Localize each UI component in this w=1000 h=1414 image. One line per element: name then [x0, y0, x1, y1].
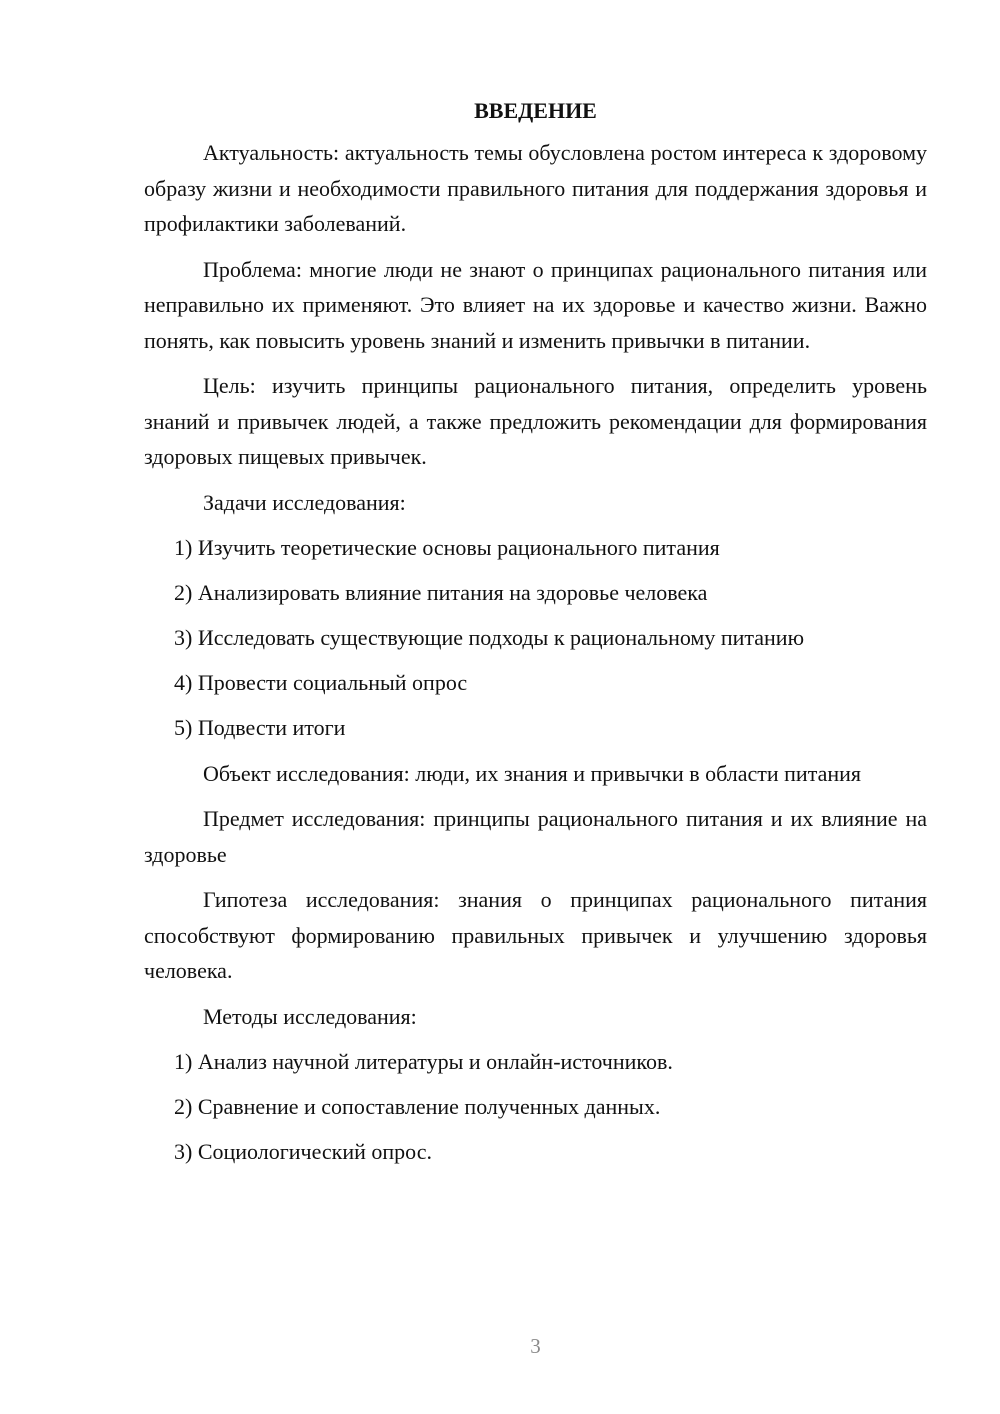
tasks-heading: Задачи исследования:: [203, 489, 406, 515]
page-title: ВВЕДЕНИЕ: [474, 98, 597, 123]
relevance-paragraph: Актуальность: актуальность темы обусловлена ростом интереса к здоровому образу жизни и необходимости правильного питания для поддержания здоровья и профилактики заболеваний.: [144, 140, 927, 236]
method-item: 2) Сравнение и сопоставление полученных данных.: [174, 1094, 661, 1119]
tasks-list: [144, 530, 927, 746]
object-paragraph: Объект исследования: люди, их знания и привычки в области питания: [203, 760, 862, 786]
page-content: [144, 96, 927, 1180]
task-item: 2) Анализировать влияние питания на здоровье человека: [174, 580, 708, 605]
method-item: 1) Анализ научной литературы и онлайн-источников.: [174, 1049, 673, 1074]
page-number: 3: [530, 1334, 541, 1358]
task-item: 3) Исследовать существующие подходы к рациональному питанию: [174, 625, 805, 650]
task-item: 5) Подвести итоги: [174, 715, 346, 740]
problem-paragraph: Проблема: многие люди не знают о принципах рационального питания или неправильно их применяют. Это влияет на их здоровье и качество жизни. Важно понять, как повысить уровень знаний и изменить привычки в питании.: [144, 256, 927, 353]
subject-paragraph: Предмет исследования: принципы рационального питания и их влияние на здоровье: [144, 806, 927, 867]
methods-list: [144, 1044, 927, 1170]
hypothesis-paragraph: Гипотеза исследования: знания о принципах рационального питания способствуют формированию правильных привычек и улучшению здоровья человека.: [144, 887, 927, 983]
task-item: 4) Провести социальный опрос: [174, 670, 468, 695]
goal-paragraph: Цель: изучить принципы рационального питания, определить уровень знаний и привычек людей, а также предложить рекомендации для формирования здоровых пищевых привычек.: [144, 373, 927, 469]
method-item: 3) Социологический опрос.: [174, 1139, 432, 1164]
task-item: 1) Изучить теоретические основы рационального питания: [174, 535, 720, 560]
methods-heading: Методы исследования:: [203, 1003, 417, 1029]
